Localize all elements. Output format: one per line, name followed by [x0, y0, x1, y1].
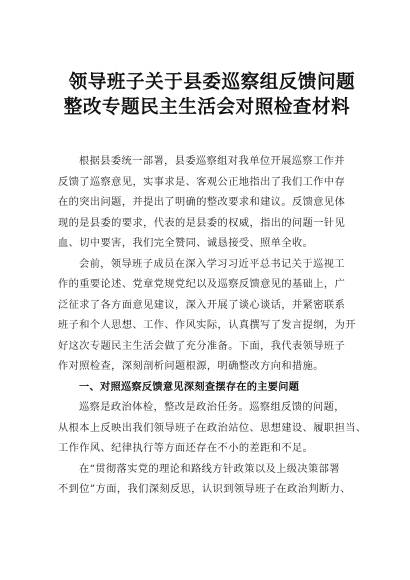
- body-text-line: 作的重要论述、党章党规党纪以及巡察反馈意见的基础上，广: [58, 279, 346, 290]
- body-text-line: 血、切中要害，我们完全赞同、诚恳接受、照单全收。: [58, 238, 314, 249]
- body-text-line: 现的是县委的要求，代表的是县委的权威，指出的问题一针见: [58, 217, 346, 229]
- body-text-line: 巡察是政治体检，整改是政治任务。巡察组反馈的问题，: [79, 402, 345, 413]
- document-title: [0, 70, 410, 120]
- body-text-line: 从根本上反映出我们领导班子在政治站位、思想建设、履职担当、: [58, 422, 367, 434]
- body-text-line: 不到位”方面，我们深刻反思，认识到领导班子在政治判断力、: [58, 484, 351, 495]
- title-line-2: 整改专题民主生活会对照检查材料: [63, 97, 351, 118]
- section-heading: 一、对照巡察反馈意见深刻查摆存在的主要问题: [79, 381, 300, 393]
- body-text-line: 在“贯彻落实党的理论和路线方针政策以及上级决策部署: [79, 463, 340, 475]
- body-text-line: 根据县委统一部署，县委巡察组对我单位开展巡察工作并: [79, 156, 345, 167]
- body-text-line: 反馈了巡察意见，实事求是、客观公正地指出了我们工作中存: [58, 176, 346, 188]
- body-text-line: 泛征求了各方面意见建议，深入开展了谈心谈话，并紧密联系: [58, 299, 346, 311]
- body-text-line: 作对照检查，深刻剖析问题根源，明确整改方向和措施。: [58, 361, 324, 372]
- body-text-line: 班子和个人思想、工作、作风实际，认真撰写了发言提纲，为开: [58, 320, 356, 331]
- body-text-line: 好这次专题民主生活会做了充分准备。下面，我代表领导班子: [58, 340, 346, 352]
- body-text-line: 工作作风、纪律执行等方面还存在不小的差距和不足。: [58, 443, 314, 454]
- body-text-line: 会前，领导班子成员在深入学习习近平总书记关于巡视工: [79, 258, 345, 270]
- body-text-line: 在的突出问题，并提出了明确的整改要求和建议。反馈意见体: [58, 197, 346, 208]
- document-body: [58, 152, 367, 501]
- title-line-1: 领导班子关于县委巡察组反馈问题: [68, 72, 356, 93]
